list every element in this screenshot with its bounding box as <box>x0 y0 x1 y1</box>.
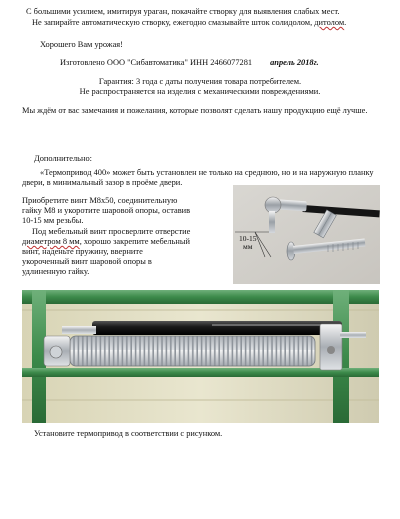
installation-illustration <box>22 290 379 423</box>
underlined-word: дитолом <box>314 18 345 27</box>
installation-photo <box>22 290 379 423</box>
instr-line-5: диаметром 8 мм, хорошо закрепите мебельный <box>22 237 190 246</box>
extra-line-1: «Термопривод 400» может быть установлен не только на среднюю, но и на наружную планку <box>40 168 374 177</box>
extra-heading: Дополнительно: <box>34 154 92 163</box>
instr-line-2: гайку М8 и укоротите шаровой опоры, оставив <box>22 206 191 215</box>
hardware-photo <box>233 185 380 284</box>
intro-line-1: С большими усилием, имитируя ураган, покачайте створку для выявления слабых мест. <box>26 7 340 16</box>
manufacturer-line: Изготовлено ООО "Сибавтоматика" ИНН 2466077281 апрель 2018г. <box>60 58 319 67</box>
instr-line-7: укороченный винт шаровой опоры в <box>22 257 152 266</box>
instr-line-3: 10-15 мм резьбы. <box>22 216 84 225</box>
footer-instruction: Установите термопривод в соответствии с рисунком. <box>34 429 223 438</box>
extra-line-2: двери, в минимальный зазор в проёме двери. <box>22 178 183 187</box>
feedback-line: Мы ждём от вас замечания и пожелания, которые позволят сделать нашу продукцию ещё лучше. <box>22 106 368 115</box>
warranty-line-1: Гарантия: 3 года с даты получения товара потребителем. <box>98 77 302 86</box>
warranty-line-2: Не распространяется на изделия с механическими повреждениями. <box>79 87 321 96</box>
harvest-wish: Хорошего Вам урожая! <box>40 40 123 49</box>
instr-line-1: Приобретите винт М8х50, соединительную <box>22 196 178 205</box>
dimension-label: 10-15 мм <box>239 234 257 251</box>
instr-line-6: винт, наденьте пружину, вверните <box>22 247 143 256</box>
instr-line-8: удлиненную гайку. <box>22 267 90 276</box>
instr-line-4: Под мебельный винт просверлите отверстие <box>32 227 191 236</box>
intro-line-2: Не запирайте автоматическую створку, ежегодно смазывайте шток солидолом, дитолом. <box>32 18 347 27</box>
